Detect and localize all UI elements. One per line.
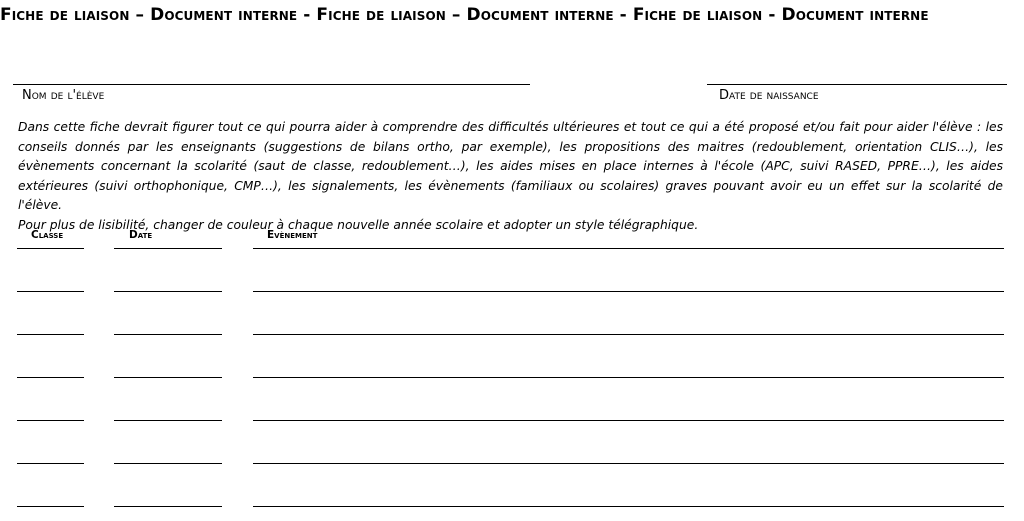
classe-cell-line[interactable] [17,420,84,421]
column-header-date: Date [129,229,153,241]
column-header-underline [114,248,222,249]
evenement-cell-line[interactable] [253,291,1004,292]
instructions-note: Pour plus de lisibilité, changer de couleur à chaque nouvelle année scolaire et adopter un style télégraphique. [18,217,699,232]
evenement-cell-line[interactable] [253,377,1004,378]
column-header-evenement: Evènement [267,229,318,241]
birth-date-label: Date de naissance [719,88,819,103]
column-header-underline [17,248,84,249]
student-name-line[interactable] [13,84,530,85]
instructions-paragraph: Dans cette fiche devrait figurer tout ce qui pourra aider à comprendre des difficultés ultérieures et tout ce qui a été proposé et/ou fait pour aider l'élève : les conseils donnés par les enseignants (suggestions de bilans ortho, par exemple), les propositions des maitres (redoublement, orientation CLIS…), les évènements concernant la scolarité (saut de classe, redoublement…), les aides mises en place internes à l'école (APC, suivi RASED, PPRE…), les aides extérieures (suivi orthophonique, CMP…), les signalements, les évènements (familiaux ou scolaires) graves pouvant avoir eu un effet sur la scolarité de l'élève. [18,120,1003,212]
instructions-block [18,118,1003,235]
date-cell-line[interactable] [114,506,222,507]
classe-cell-line[interactable] [17,463,84,464]
student-name-label: Nom de l'élève [22,88,105,103]
date-cell-line[interactable] [114,463,222,464]
classe-cell-line[interactable] [17,377,84,378]
classe-cell-line[interactable] [17,334,84,335]
date-cell-line[interactable] [114,291,222,292]
birth-date-line[interactable] [707,84,1007,85]
column-header-classe: Classe [31,229,64,241]
date-cell-line[interactable] [114,420,222,421]
date-cell-line[interactable] [114,334,222,335]
evenement-cell-line[interactable] [253,334,1004,335]
classe-cell-line[interactable] [17,291,84,292]
document-banner: Fiche de liaison – Document interne - Fiche de liaison – Document interne - Fiche de liaison - Document interne [0,5,929,25]
classe-cell-line[interactable] [17,506,84,507]
date-cell-line[interactable] [114,377,222,378]
evenement-cell-line[interactable] [253,420,1004,421]
column-header-underline [253,248,1004,249]
evenement-cell-line[interactable] [253,463,1004,464]
evenement-cell-line[interactable] [253,506,1004,507]
